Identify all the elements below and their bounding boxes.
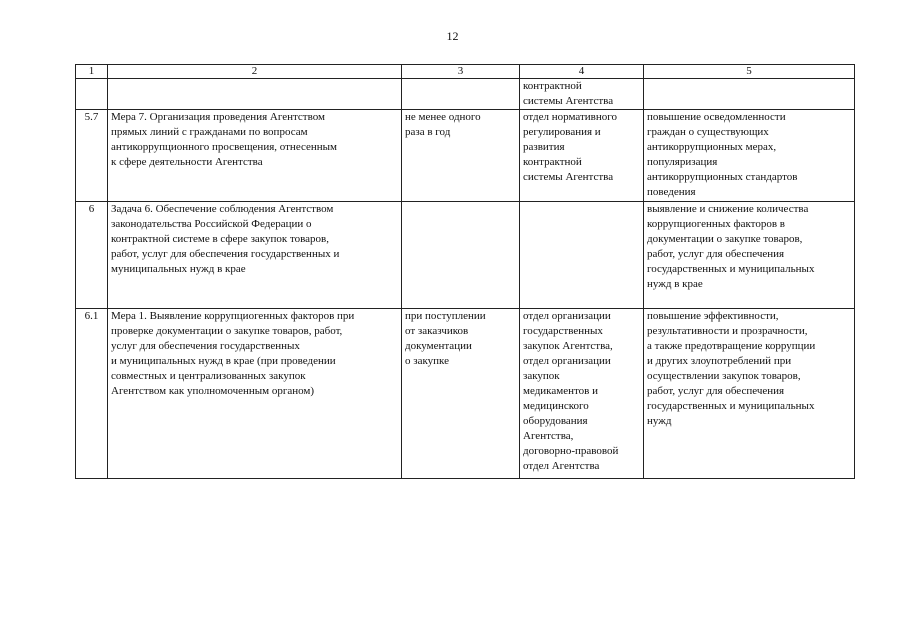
term-cell [402, 202, 520, 309]
cell-text-line: Задача 6. Обеспечение соблюдения Агентством [111, 203, 334, 215]
cell-text-line: контрактной [523, 156, 582, 168]
cell-text-line: медицинского [523, 400, 589, 412]
cell-text-line: Мера 7. Организация проведения Агентством [111, 111, 325, 123]
measure-cell [108, 110, 402, 202]
cell-text-line: Агентством как уполномоченным органом) [111, 385, 315, 397]
column-header: 4 [520, 65, 644, 79]
result-cell [644, 202, 855, 309]
cell-text-line: документации о закупке товаров, [647, 233, 803, 245]
cell-text-line: работ, услуг для обеспечения государственных и [111, 248, 340, 260]
cell-text-line: а также предотвращение коррупции [647, 340, 816, 352]
cell-text-line: антикоррупционного просвещения, отнесенным [111, 141, 337, 153]
page-number: 12 [446, 29, 459, 43]
cell-text-line: к сфере деятельности Агентства [111, 156, 263, 168]
cell-text-line: выявление и снижение количества [647, 203, 809, 215]
cell-text-line: поведения [647, 186, 696, 198]
cell-text-line: развития [523, 141, 565, 153]
cell-text-line: нужд [647, 415, 672, 427]
cell-text-line: не менее одного [405, 111, 481, 123]
cell-text-line: коррупциогенных факторов в [647, 218, 785, 230]
row-number [76, 79, 108, 110]
table-row [76, 79, 855, 110]
row-number: 6 [76, 202, 108, 309]
cell-text-line: документации [405, 340, 472, 352]
column-header: 2 [108, 65, 402, 79]
row-number: 6.1 [76, 309, 108, 479]
table-row [76, 309, 855, 479]
cell-text-line: контрактной [523, 80, 582, 92]
result-cell [644, 79, 855, 110]
cell-text-line: отдел нормативного [523, 111, 617, 123]
cell-text-line: государственных [523, 325, 603, 337]
table-header-row [76, 65, 855, 79]
cell-text-line: осуществлении закупок товаров, [647, 370, 801, 382]
cell-text-line: повышение эффективности, [647, 310, 779, 322]
column-header: 5 [644, 65, 855, 79]
cell-text-line: регулирования и [523, 126, 601, 138]
cell-text-line: контрактной системе в сфере закупок товаров, [111, 233, 329, 245]
cell-text-line: антикоррупционных стандартов [647, 171, 798, 183]
term-cell [402, 110, 520, 202]
cell-text-line: прямых линий с гражданами по вопросам [111, 126, 308, 138]
cell-text-line: договорно-правовой [523, 445, 619, 457]
cell-text-line: проверке документации о закупке товаров, работ, [111, 325, 343, 337]
cell-text-line: оборудования [523, 415, 588, 427]
column-header: 3 [402, 65, 520, 79]
cell-text-line: государственных и муниципальных [647, 263, 815, 275]
cell-text-line: системы Агентства [523, 95, 614, 107]
cell-text-line: от заказчиков [405, 325, 469, 337]
table-row [76, 202, 855, 309]
cell-text-line: государственных и муниципальных [647, 400, 815, 412]
measure-cell [108, 202, 402, 309]
executor-cell [520, 79, 644, 110]
measure-cell [108, 309, 402, 479]
cell-text-line: Мера 1. Выявление коррупциогенных факторов при [111, 310, 355, 322]
cell-text-line: закупок Агентства, [523, 340, 613, 352]
row-number: 5.7 [76, 110, 108, 202]
cell-text-line: услуг для обеспечения государственных [111, 340, 300, 352]
cell-text-line: отдел Агентства [523, 460, 600, 472]
measures-table [75, 64, 855, 479]
cell-text-line: системы Агентства [523, 171, 614, 183]
cell-text-line: при поступлении [405, 310, 486, 322]
cell-text-line: Агентства, [523, 430, 574, 442]
result-cell [644, 309, 855, 479]
column-header: 1 [76, 65, 108, 79]
cell-text-line: муниципальных нужд в крае [111, 263, 246, 275]
cell-text-line: совместных и централизованных закупок [111, 370, 306, 382]
cell-text-line: антикоррупционных мерах, [647, 141, 777, 153]
cell-text-line: результативности и прозрачности, [647, 325, 808, 337]
cell-text-line: нужд в крае [647, 278, 703, 290]
cell-text-line: о закупке [405, 355, 450, 367]
table-row [76, 110, 855, 202]
cell-text-line: отдел организации [523, 310, 611, 322]
cell-text-line: повышение осведомленности [647, 111, 786, 123]
cell-text-line: и других злоупотреблений при [647, 355, 792, 367]
cell-text-line: и муниципальных нужд в крае (при проведении [111, 355, 336, 367]
term-cell [402, 309, 520, 479]
cell-text-line: отдел организации [523, 355, 611, 367]
cell-text-line: граждан о существующих [647, 126, 769, 138]
measure-cell [108, 79, 402, 110]
cell-text-line: раза в год [405, 126, 451, 138]
cell-text-line: законодательства Российской Федерации о [111, 218, 312, 230]
executor-cell [520, 110, 644, 202]
executor-cell [520, 309, 644, 479]
executor-cell [520, 202, 644, 309]
cell-text-line: закупок [523, 370, 560, 382]
cell-text-line: работ, услуг для обеспечения [647, 385, 785, 397]
cell-text-line: работ, услуг для обеспечения [647, 248, 785, 260]
cell-text-line: популяризация [647, 156, 718, 168]
cell-text-line: медикаментов и [523, 385, 598, 397]
term-cell [402, 79, 520, 110]
result-cell [644, 110, 855, 202]
